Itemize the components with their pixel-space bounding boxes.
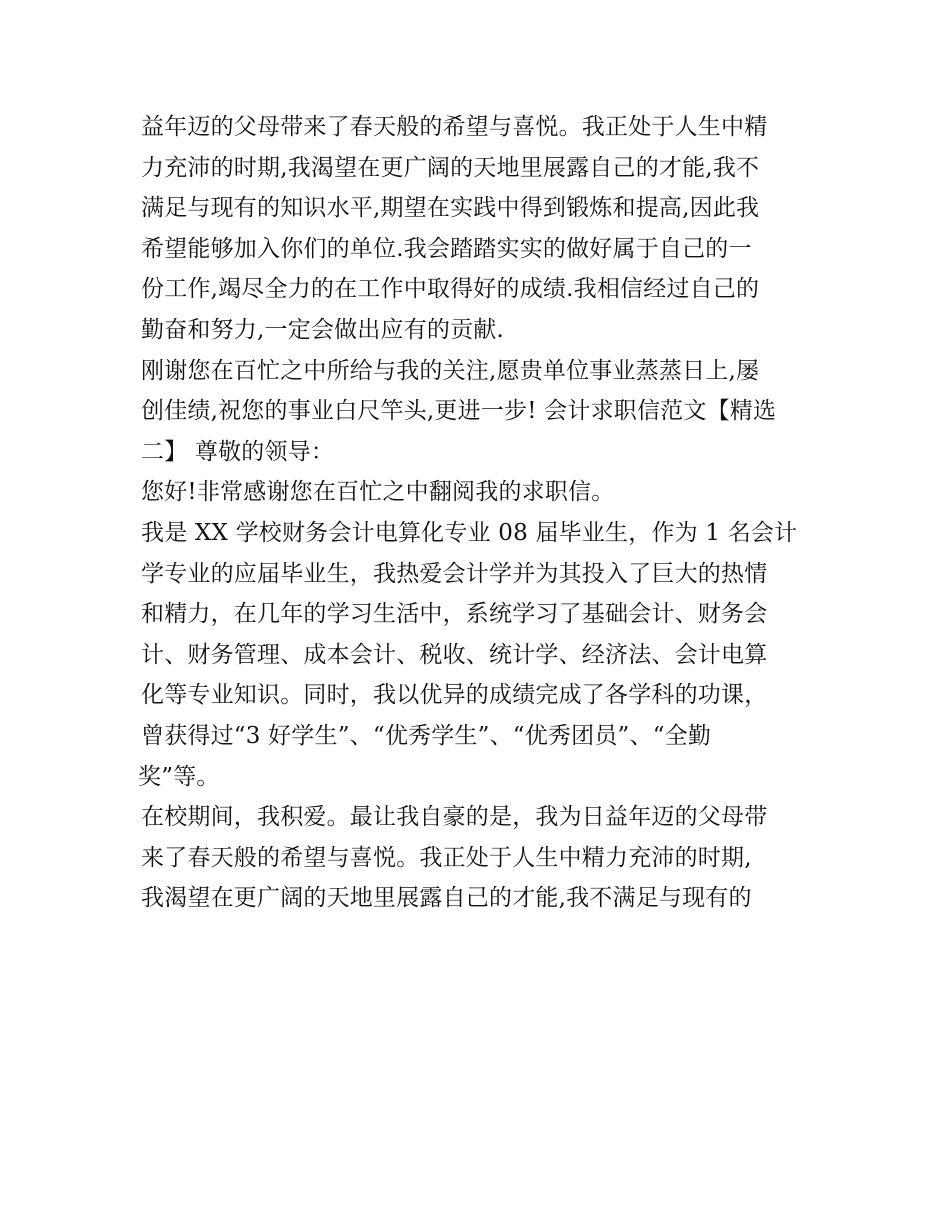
text-line: 您好!非常感谢您在百忙之中翻阅我的求职信。 [141,479,615,506]
text-line: 二】 尊敬的领导： [141,438,335,465]
text-line: 计、财务管理、成本会计、税收、统计学、经济法、会计电算 [141,641,768,668]
text-line: 曾获得过“3 好学生”、“优秀学生”、“优秀团员”、“全勤 [141,722,712,749]
text-line: 刚谢您在百忙之中所给与我的关注,愿贵单位事业蒸蒸日上,屡 [141,357,760,384]
text-line: 希望能够加入你们的单位.我会踏踏实实的做好属于自己的一 [141,235,752,262]
text-line: 创佳绩,祝您的事业白尺竿头,更进一步! 会计求职信范文【精选 [141,398,777,425]
text-line: 我是 XX 学校财务会计电算化专业 08 届毕业生，作为 1 名会计 [141,519,798,546]
text-line: 奖”等。 [138,763,220,790]
text-line: 我渴望在更广阔的天地里展露自己的才能,我不满足与现有的 [141,885,752,912]
text-line: 和精力，在几年的学习生活中，系统学习了基础会计、财务会 [141,601,768,628]
text-line: 满足与现有的知识水平,期望在实践中得到锻炼和提高,因此我 [141,195,760,222]
text-line: 益年迈的父母带来了春天般的希望与喜悦。我正处于人生中精 [141,114,768,140]
text-line: 化等专业知识。同时，我以优异的成绩完成了各学科的功课， [141,682,768,709]
document-body [138,107,821,919]
text-line: 力充沛的时期,我渴望在更广阔的天地里展露自己的才能,我不 [141,154,760,181]
text-line: 份工作,竭尽全力的在工作中取得好的成绩.我相信经过自己的 [141,276,760,303]
text-line: 来了春天般的希望与喜悦。我正处于人生中精力充沛的时期, [141,844,752,871]
text-line: 在校期间，我积爱。最让我自豪的是，我为日益年迈的父母带 [141,804,768,831]
text-line: 勤奋和努力,一定会做出应有的贡献. [141,316,505,343]
text-line: 学专业的应届毕业生，我热爱会计学并为其投入了巨大的热情 [141,560,768,587]
